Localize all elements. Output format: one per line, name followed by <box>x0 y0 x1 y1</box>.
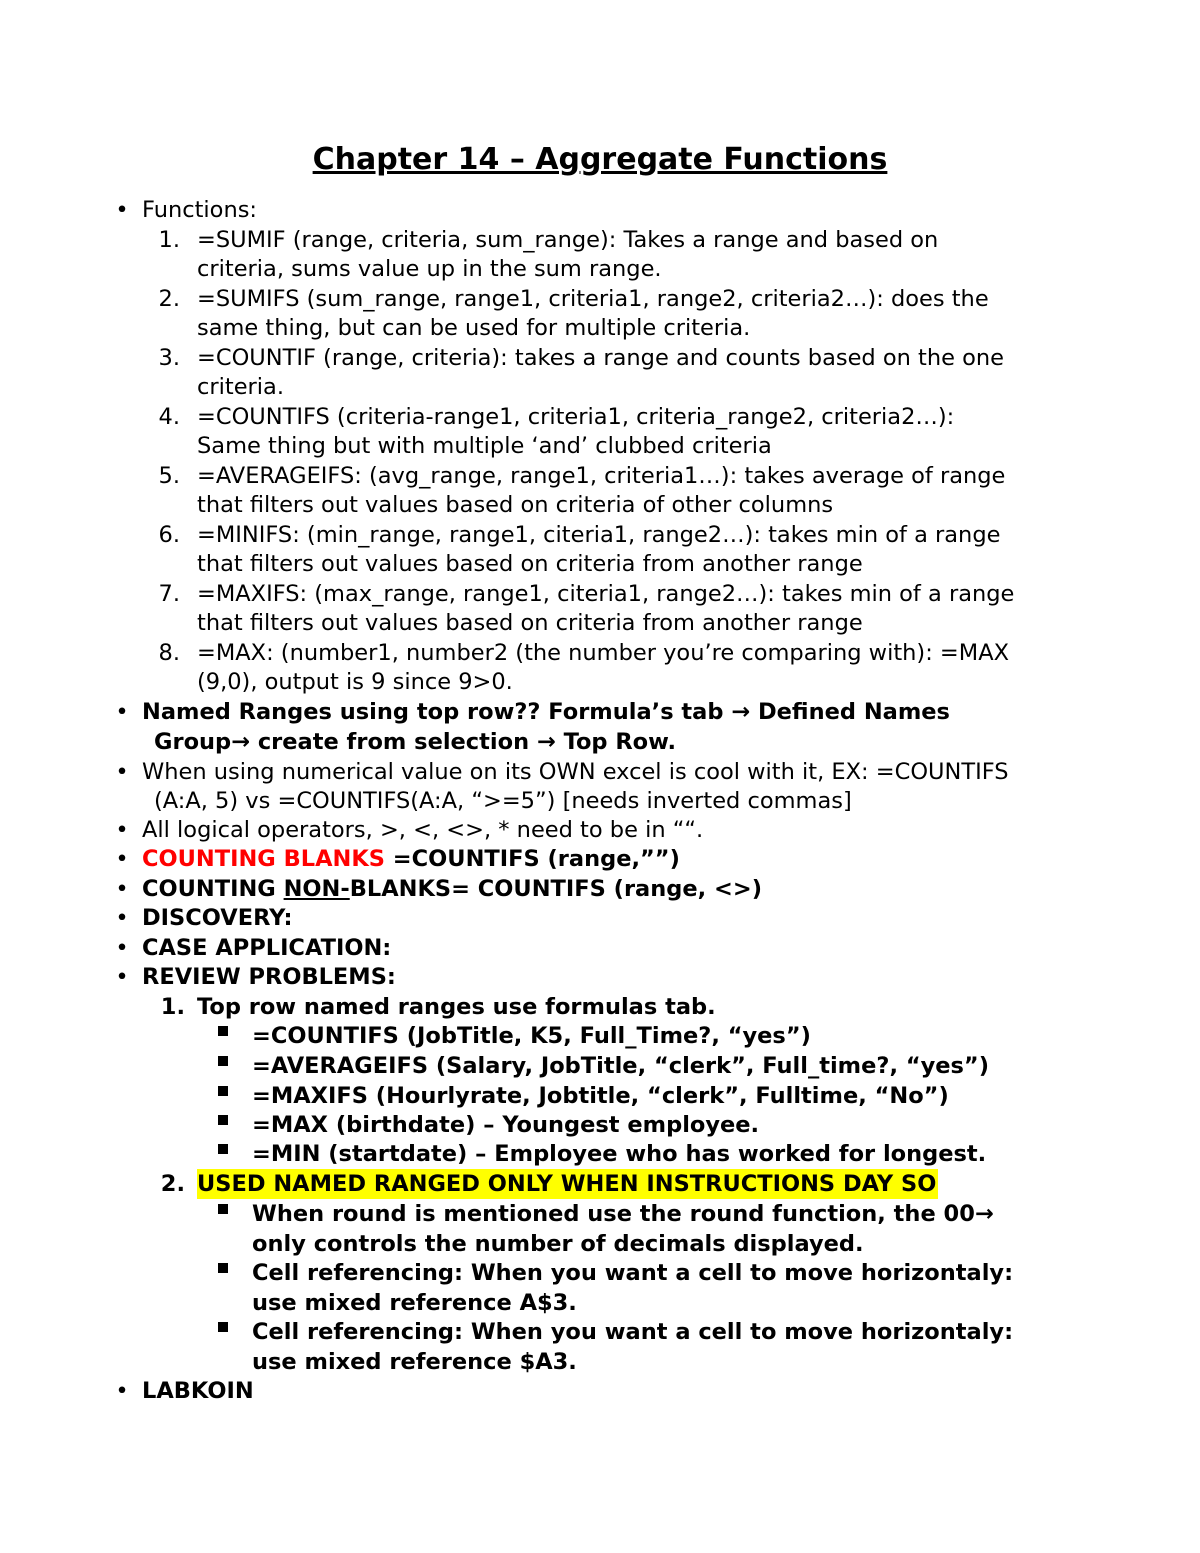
function-max-line2: (9,0), output is 9 since 9>0. <box>197 669 513 695</box>
list-number: 5. <box>158 463 180 489</box>
bullet-icon: • <box>115 759 129 785</box>
case-application-heading: CASE APPLICATION: <box>142 935 392 961</box>
bullet-icon: • <box>115 876 129 902</box>
function-minifs-line2: that filters out values based on criteria from another range <box>197 551 863 577</box>
counting-blanks-label: COUNTING BLANKS <box>142 846 385 872</box>
function-sumifs-line2: same thing, but can be used for multiple criteria. <box>197 315 751 341</box>
square-bullet-icon <box>218 1115 228 1125</box>
review-subitem: =MIN (startdate) – Employee who has worked for longest. <box>252 1141 987 1167</box>
function-sumif-line2: criteria, sums value up in the sum range. <box>197 256 662 282</box>
list-number: 4. <box>158 404 180 430</box>
square-bullet-icon <box>218 1144 228 1154</box>
numerical-note-line1: When using numerical value on its OWN excel is cool with it, EX: =COUNTIFS <box>142 759 1009 785</box>
counting-nonblanks-post: BLANKS= COUNTIFS (range, <>) <box>349 876 762 902</box>
named-ranges-line1: Named Ranges using top row?? Formula’s tab → Defined Names <box>142 699 950 725</box>
review-subitem-cellref-line1: Cell referencing: When you want a cell to move horizontaly: <box>252 1319 1014 1345</box>
bullet-icon: • <box>115 905 129 931</box>
review-subitem: =AVERAGEIFS (Salary, JobTitle, “clerk”, Full_time?, “yes”) <box>252 1053 989 1079</box>
counting-nonblanks <box>142 874 762 904</box>
review-item-1: Top row named ranges use formulas tab. <box>197 994 716 1020</box>
counting-blanks-formula: =COUNTIFS (range,””) <box>384 846 680 872</box>
function-averageifs-line2: that filters out values based on criteria of other columns <box>197 492 834 518</box>
bullet-icon: • <box>115 935 129 961</box>
review-subitem-round-line2: only controls the number of decimals displayed. <box>252 1231 864 1257</box>
numerical-note-line2: (A:A, 5) vs =COUNTIFS(A:A, “>=5”) [needs inverted commas] <box>154 788 852 814</box>
function-countifs-line2: Same thing but with multiple ‘and’ clubbed criteria <box>197 433 772 459</box>
list-number: 2. <box>158 286 180 312</box>
list-number: 1. <box>160 994 185 1020</box>
function-max-line1: =MAX: (number1, number2 (the number you’re comparing with): =MAX <box>197 640 1009 666</box>
bullet-icon: • <box>115 964 129 990</box>
list-number: 3. <box>158 345 180 371</box>
review-item-2-highlighted: USED NAMED RANGED ONLY WHEN INSTRUCTIONS DAY SO <box>197 1171 937 1197</box>
function-maxifs-line1: =MAXIFS: (max_range, range1, citeria1, range2…): takes min of a range <box>197 581 1015 607</box>
bullet-icon: • <box>115 817 129 843</box>
function-minifs-line1: =MINIFS: (min_range, range1, citeria1, range2…): takes min of a range <box>197 522 1001 548</box>
counting-nonblanks-pre: COUNTING <box>142 876 284 902</box>
review-subitem-cellref-line2: use mixed reference A$3. <box>252 1290 577 1316</box>
review-subitem-cellref-line1: Cell referencing: When you want a cell to move horizontaly: <box>252 1260 1014 1286</box>
bullet-icon: • <box>115 197 129 223</box>
list-number: 7. <box>158 581 180 607</box>
review-subitem: =MAXIFS (Hourlyrate, Jobtitle, “clerk”, Fulltime, “No”) <box>252 1083 949 1109</box>
bullet-icon: • <box>115 1378 129 1404</box>
bullet-icon: • <box>115 846 129 872</box>
page-title: Chapter 14 – Aggregate Functions <box>312 142 888 177</box>
square-bullet-icon <box>218 1026 228 1036</box>
function-countifs-line1: =COUNTIFS (criteria-range1, criteria1, criteria_range2, criteria2…): <box>197 404 955 430</box>
square-bullet-icon <box>218 1322 228 1332</box>
square-bullet-icon <box>218 1204 228 1214</box>
function-sumif-line1: =SUMIF (range, criteria, sum_range): Takes a range and based on <box>197 227 939 253</box>
functions-heading: Functions: <box>142 197 258 223</box>
logical-operators-note: All logical operators, >, <, <>, * need to be in ““. <box>142 817 704 843</box>
review-subitem-round-line1: When round is mentioned use the round function, the 00→ <box>252 1201 994 1227</box>
square-bullet-icon <box>218 1263 228 1273</box>
square-bullet-icon <box>218 1086 228 1096</box>
list-number: 8. <box>158 640 180 666</box>
review-subitem-cellref-line2: use mixed reference $A3. <box>252 1349 577 1375</box>
square-bullet-icon <box>218 1056 228 1066</box>
function-countif-line1: =COUNTIF (range, criteria): takes a range and counts based on the one <box>197 345 1004 371</box>
counting-blanks <box>142 844 680 874</box>
function-averageifs-line1: =AVERAGEIFS: (avg_range, range1, criteria1…): takes average of range <box>197 463 1006 489</box>
function-sumifs-line1: =SUMIFS (sum_range, range1, criteria1, range2, criteria2…): does the <box>197 286 989 312</box>
bullet-icon: • <box>115 699 129 725</box>
function-countif-line2: criteria. <box>197 374 284 400</box>
labkoin-heading: LABKOIN <box>142 1378 254 1404</box>
list-number: 6. <box>158 522 180 548</box>
review-subitem: =COUNTIFS (JobTitle, K5, Full_Time?, “yes”) <box>252 1023 811 1049</box>
counting-nonblanks-underlined: NON- <box>283 876 350 902</box>
review-problems-heading: REVIEW PROBLEMS: <box>142 964 396 990</box>
list-number: 1. <box>158 227 180 253</box>
function-maxifs-line2: that filters out values based on criteria from another range <box>197 610 863 636</box>
list-number: 2. <box>160 1171 185 1197</box>
named-ranges-line2: Group→ create from selection → Top Row. <box>154 729 677 755</box>
review-subitem: =MAX (birthdate) – Youngest employee. <box>252 1112 760 1138</box>
discovery-heading: DISCOVERY: <box>142 905 293 931</box>
